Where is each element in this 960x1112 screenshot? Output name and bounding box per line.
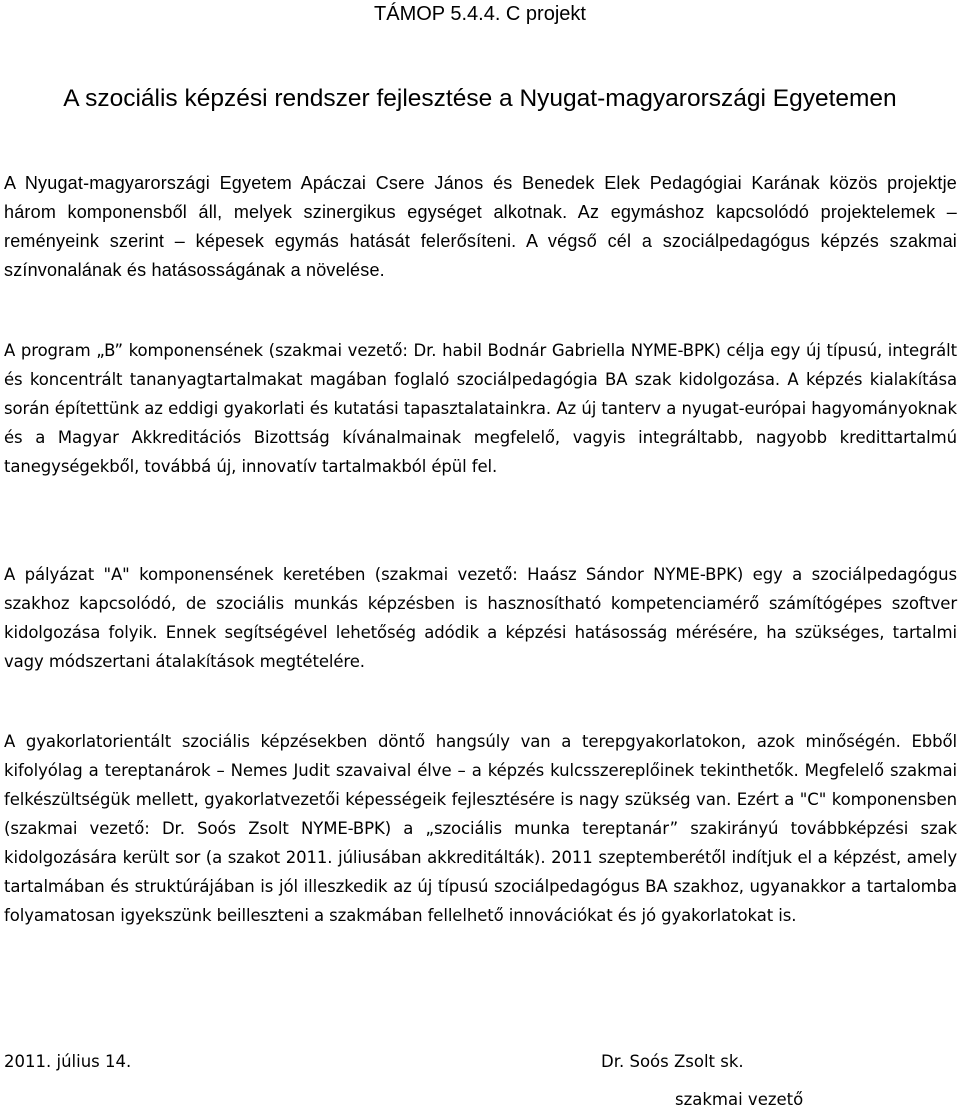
intro-paragraph: A Nyugat-magyarországi Egyetem Apáczai Csere János és Benedek Elek Pedagógiai Karának közös projektje három komponensből áll, melyek szinergikus egységet alkotnak. Az egymáshoz kapcsolódó projektelemek – reményeink szerint – képesek egymás hatását felerősíteni. A végső cél a szociálpedagógus képzés szakmai színvonalának és hatásosságának a növelése. — [4, 173, 957, 280]
component-c-paragraph: A gyakorlatorientált szociális képzésekben döntő hangsúly van a terepgyakorlatokon, azok minőségén. Ebből kifolyólag a tereptanárok – Nemes Judit szavaival élve – a képzés kulcsszereplőinek tekinthetők. Megfelelő szakmai felkészültségük mellett, gyakorlatvezetői képességeik fejlesztésére is nagy szükség van. Ezért a "C" komponensben (szakmai vezető: Dr. Soós Zsolt NYME-BPK) a „szociális munka tereptanár” szakirányú továbbképzési szak kidolgozására került sor (a szakot 2011. júliusában akkreditálták). 2011 szeptemberétől indítjuk el a képzést, amely tartalmában és struktúrájában is jól illeszkedik az új típusú szociálpedagógus BA szakhoz, ugyanakkor a tartalomba folyamatosan igyekszünk beilleszteni a szakmában fellelhető innovációkat és jó gyakorlatokat is. — [4, 732, 957, 925]
signature-date: 2011. július 14. — [4, 1052, 132, 1071]
signature-name: Dr. Soós Zsolt sk. — [601, 1052, 744, 1071]
component-b-paragraph: A program „B” komponensének (szakmai vezető: Dr. habil Bodnár Gabriella NYME-BPK) célja egy új típusú, integrált és koncentrált tananyagtartalmakat magában foglaló szociálpedagógia BA szak kidolgozása. A képzés kialakítása során építettünk az eddigi gyakorlati és kutatási tapasztalatainkra. Az új tanterv a nyugat-európai hagyományoknak és a Magyar Akkreditációs Bizottság kívánalmainak megfelelő, vagyis integráltabb, nagyobb kredittartalmú tanegységekből, továbbá új, innovatív tartalmakból épül fel. — [4, 341, 957, 476]
signature-role: szakmai vezető — [675, 1090, 804, 1109]
project-label: TÁMOP 5.4.4. C projekt — [374, 3, 586, 25]
component-a-paragraph: A pályázat "A" komponensének keretében (szakmai vezető: Haász Sándor NYME-BPK) egy a szociálpedagógus szakhoz kapcsolódó, de szociális munkás képzésben is hasznosítható kompetenciamérő számítógépes szoftver kidolgozása folyik. Ennek segítségével lehetőség adódik a képzési hatásosság mérésére, ha szükséges, tartalmi vagy módszertani átalakítások megtételére. — [4, 565, 957, 671]
document-title: A szociális képzési rendszer fejlesztése a Nyugat-magyarországi Egyetemen — [63, 85, 897, 112]
